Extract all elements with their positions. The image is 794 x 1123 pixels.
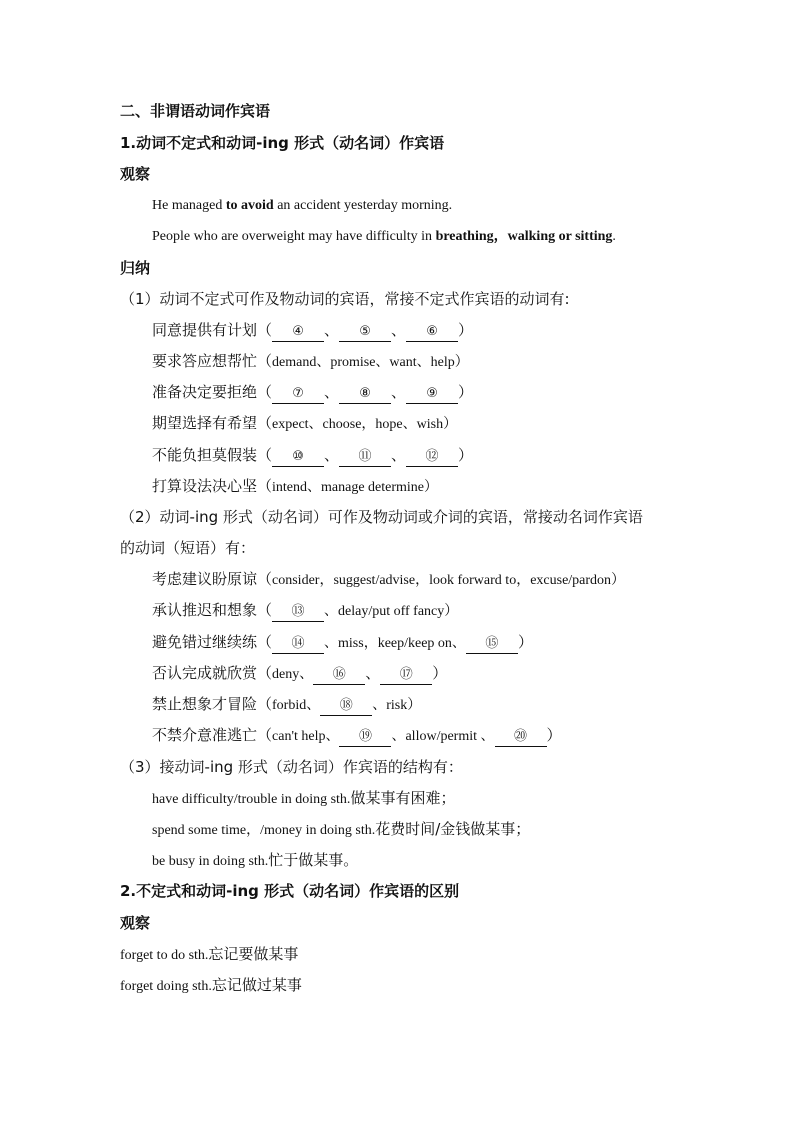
part1-line-1: 同意提供有计划（ ④ 、 ⑤ 、 ⑥ ） — [152, 320, 473, 342]
answer-blank[interactable]: ⑪ — [339, 448, 391, 467]
section1-heading: 1.动词不定式和动词-ing 形式（动名词）作宾语 — [120, 134, 445, 152]
part1-line-3: 准备决定要拒绝（ ⑦ 、 ⑧ 、 ⑨ ） — [152, 382, 473, 404]
answer-blank[interactable]: ④ — [272, 323, 324, 342]
observe-label-1: 观察 — [120, 165, 151, 183]
part2-line-6: 不禁介意准逃亡（can't help、 ⑲ 、allow/permit 、 ⑳ ） — [152, 725, 562, 747]
part3-line-1: have difficulty/trouble in doing sth.做某事有困难； — [152, 789, 456, 807]
part2-line-5: 禁止想象才冒险（forbid、 ⑱ 、risk） — [152, 694, 421, 716]
answer-blank[interactable]: ⑱ — [320, 697, 372, 716]
answer-blank[interactable]: ⑯ — [313, 666, 365, 685]
answer-blank[interactable]: ⑥ — [406, 323, 458, 342]
answer-blank[interactable]: ⑤ — [339, 323, 391, 342]
example-sentence-1: He managed to avoid an accident yesterday morning. — [152, 198, 453, 213]
section-title: 二、非谓语动词作宾语 — [120, 102, 271, 120]
part1-intro: （1）动词不定式可作及物动词的宾语，常接不定式作宾语的动词有: — [120, 290, 570, 308]
answer-blank[interactable]: ⑮ — [466, 635, 518, 654]
part2-line-2: 承认推迟和想象（ ⑬ 、delay/put off fancy） — [152, 600, 458, 622]
answer-blank[interactable]: ⑩ — [272, 448, 324, 467]
section2-line-2: forget doing sth.忘记做过某事 — [120, 976, 302, 994]
part2-line-4: 否认完成就欣赏（deny、 ⑯ 、 ⑰ ） — [152, 663, 447, 685]
part3-intro: （3）接动词-ing 形式（动名词）作宾语的结构有： — [120, 758, 463, 776]
summarize-label: 归纳 — [120, 259, 151, 277]
part1-line-5: 不能负担莫假装（ ⑩ 、 ⑪ 、 ⑫ ） — [152, 445, 473, 467]
answer-blank[interactable]: ⑦ — [272, 385, 324, 404]
part3-line-2: spend some time，/money in doing sth.花费时间/金钱做某事； — [152, 820, 531, 838]
part1-line-2: 要求答应想帮忙（demand、promise、want、help） — [152, 352, 469, 370]
section2-heading: 2.不定式和动词-ing 形式（动名词）作宾语的区别 — [120, 882, 460, 900]
answer-blank[interactable]: ⑫ — [406, 448, 458, 467]
part3-line-3: be busy in doing sth.忙于做某事。 — [152, 851, 359, 869]
part2-intro-a: （2）动词-ing 形式（动名词）可作及物动词或介词的宾语，常接动名词作宾语 — [120, 508, 643, 526]
observe-label-2: 观察 — [120, 914, 151, 932]
answer-blank[interactable]: ⑭ — [272, 635, 324, 654]
section2-line-1: forget to do sth.忘记要做某事 — [120, 945, 299, 963]
part2-line-1: 考虑建议盼原谅（consider，suggest/advise，look forward to，excuse/pardon） — [152, 570, 626, 588]
answer-blank[interactable]: ⑨ — [406, 385, 458, 404]
answer-blank[interactable]: ⑬ — [272, 603, 324, 622]
answer-blank[interactable]: ⑲ — [339, 728, 391, 747]
answer-blank[interactable]: ⑰ — [380, 666, 432, 685]
part1-line-4: 期望选择有希望（expect、choose，hope、wish） — [152, 414, 458, 432]
part2-line-3: 避免错过继续练（ ⑭ 、miss，keep/keep on、 ⑮ ） — [152, 632, 533, 654]
answer-blank[interactable]: ⑳ — [495, 728, 547, 747]
answer-blank[interactable]: ⑧ — [339, 385, 391, 404]
part2-intro-b: 的动词（短语）有： — [120, 539, 256, 557]
example-sentence-2: People who are overweight may have difficulty in breathing，walking or sitting. — [152, 229, 616, 244]
part1-line-6: 打算设法决心坚（intend、manage determine） — [152, 477, 439, 495]
